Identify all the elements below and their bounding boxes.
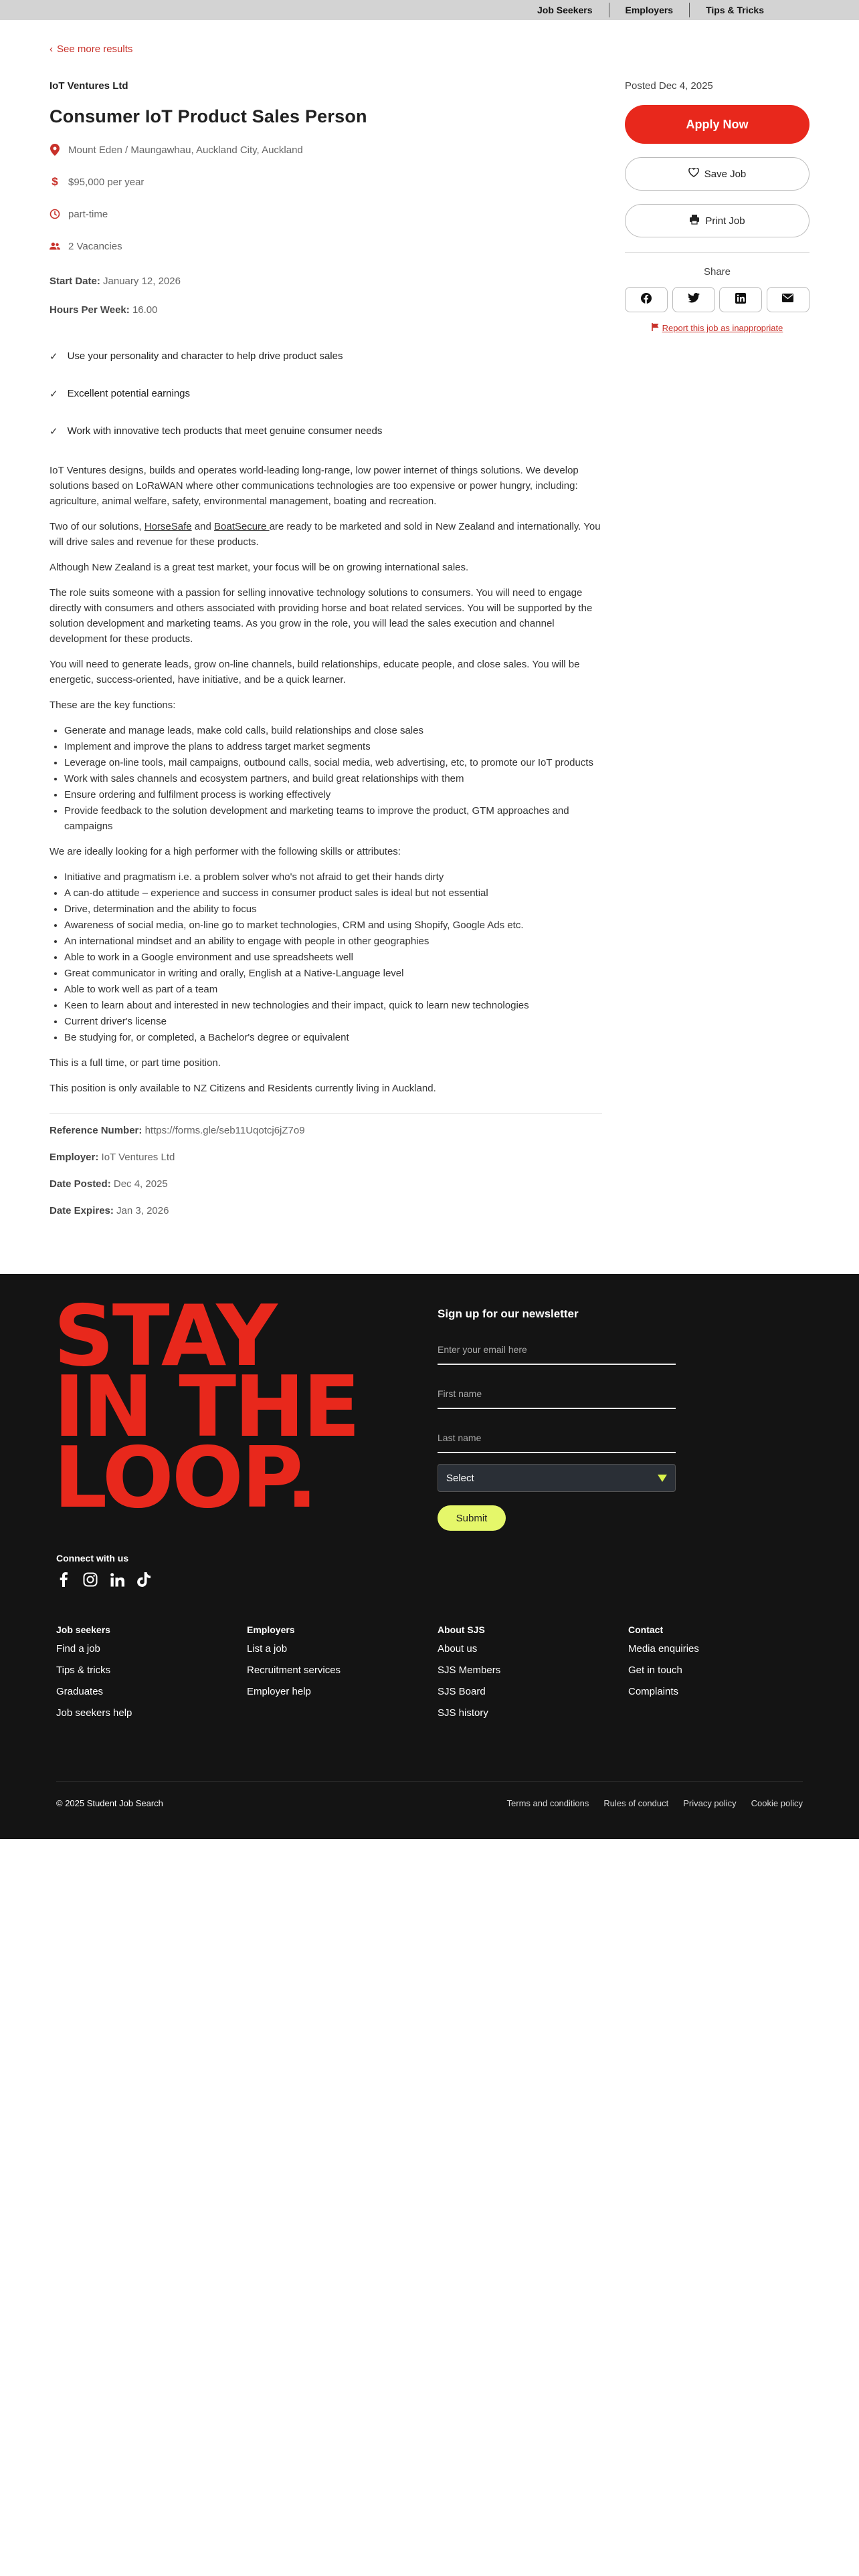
instagram-icon[interactable] xyxy=(83,1572,98,1587)
first-name-field[interactable] xyxy=(438,1380,676,1409)
reference-value: https://forms.gle/seb11Uqotcj6jZ7o9 xyxy=(145,1125,305,1136)
text-span: Two of our solutions, xyxy=(50,521,145,532)
footer-link[interactable]: Complaints xyxy=(628,1686,679,1697)
employer-value: IoT Ventures Ltd xyxy=(101,1152,175,1163)
text-span: are ready to be marketed and sold in New Zealand and internationally. You will drive sales and revenue for these products. xyxy=(50,521,601,548)
nav-job-seekers[interactable]: Job Seekers xyxy=(537,5,593,15)
job-highlights xyxy=(50,350,602,463)
top-bar xyxy=(0,0,859,20)
description-paragraph: These are the key functions: xyxy=(50,700,176,711)
flag-icon xyxy=(652,323,660,333)
highlight-text: Excellent potential earnings xyxy=(67,388,191,399)
social-links xyxy=(56,1572,151,1587)
nav-employers[interactable]: Employers xyxy=(625,5,674,15)
highlight-item xyxy=(50,350,602,388)
newsletter-form xyxy=(438,1307,676,1531)
footer-column-title: Contact xyxy=(628,1624,664,1635)
list-item: • Current driver's license xyxy=(64,1014,602,1029)
list-item: • Initiative and pragmatism i.e. a problem solver who's not afraid to get their hands dirty xyxy=(64,869,602,885)
highlight-text: Use your personality and character to help drive product sales xyxy=(67,350,343,362)
reference-label: Reference Number: xyxy=(50,1125,142,1136)
footer-link[interactable]: Recruitment services xyxy=(247,1665,341,1676)
list-item: • A can-do attitude – experience and success in consumer product sales is ideal but not essential xyxy=(64,885,602,901)
email-field[interactable] xyxy=(438,1335,676,1365)
footer-link[interactable]: Media enquiries xyxy=(628,1643,699,1654)
tiktok-icon[interactable] xyxy=(136,1572,151,1587)
share-buttons xyxy=(625,287,809,312)
description-paragraph: We are ideally looking for a high performer with the following skills or attributes: xyxy=(50,846,401,857)
list-item: • Implement and improve the plans to address target market segments xyxy=(64,739,602,754)
cookie-link[interactable]: Cookie policy xyxy=(751,1798,803,1808)
location-pin-icon xyxy=(50,144,60,155)
see-more-results-label: See more results xyxy=(57,43,133,55)
facebook-icon[interactable] xyxy=(56,1572,71,1587)
apply-now-button[interactable]: Apply Now xyxy=(625,105,809,144)
vacancies-text: 2 Vacancies xyxy=(68,240,122,252)
facebook-icon xyxy=(641,293,652,307)
email-placeholder: Enter your email here xyxy=(438,1344,527,1355)
heading-line: STAY xyxy=(54,1287,276,1385)
job-type xyxy=(50,205,602,223)
list-item: • Great communicator in writing and orally, English at a Native-Language level xyxy=(64,966,602,981)
job-reference-details xyxy=(50,1125,602,1232)
description-paragraph: The role suits someone with a passion for selling innovative technology solutions to consumers. You will need to engage directly with consumers and others associated with providing horse and boat related services. You will be supported by the solution development and marketing teams. As you grow in the role, you will lead the sales execution and channel development for these products. xyxy=(50,587,593,645)
hours-label: Hours Per Week: xyxy=(50,304,130,316)
footer-link[interactable]: List a job xyxy=(247,1643,288,1654)
footer-link[interactable]: SJS Board xyxy=(438,1686,486,1697)
description-paragraph: IoT Ventures designs, builds and operates world-leading long-range, low power internet of things solutions. We develop solutions based on LoRaWAN where other communications technologies are too expensive or power hungry, including: agriculture, animal welfare, safety, environmental management, boating and recreation. xyxy=(50,465,579,507)
date-posted xyxy=(50,1178,602,1205)
start-date-value: January 12, 2026 xyxy=(103,276,181,287)
date-posted-value: Dec 4, 2025 xyxy=(113,1178,168,1190)
footer-link[interactable]: Employer help xyxy=(247,1686,311,1697)
list-item: • Awareness of social media, on-line go to market technologies, CRM and using Shopify, Google Ads etc. xyxy=(64,918,602,933)
footer-divider xyxy=(56,1781,803,1782)
highlight-text: Work with innovative tech products that meet genuine consumer needs xyxy=(67,425,383,437)
pay-text: $95,000 per year xyxy=(68,176,145,188)
newsletter-title: Sign up for our newsletter xyxy=(438,1307,579,1320)
last-name-placeholder: Last name xyxy=(438,1432,482,1443)
check-icon: ✓ xyxy=(50,351,58,362)
save-job-button[interactable] xyxy=(625,157,809,191)
linkedin-icon xyxy=(735,293,746,307)
job-title: Consumer IoT Product Sales Person xyxy=(50,106,367,126)
linkedin-icon[interactable] xyxy=(110,1572,124,1587)
job-vacancies xyxy=(50,237,602,255)
footer-column-title: About SJS xyxy=(438,1624,485,1635)
see-more-results-link[interactable] xyxy=(50,43,132,55)
skills-list xyxy=(64,869,602,1045)
description-paragraph: Although New Zealand is a great test market, your focus will be on growing international sales. xyxy=(50,562,469,573)
check-icon: ✓ xyxy=(50,389,58,400)
save-job-label: Save Job xyxy=(704,168,747,180)
footer-column-employers xyxy=(247,1624,414,1707)
job-type-text: part-time xyxy=(68,208,108,220)
job-sidebar xyxy=(625,80,809,333)
job-page xyxy=(0,20,859,1274)
share-linkedin-button[interactable] xyxy=(719,287,762,312)
list-item: • Drive, determination and the ability to focus xyxy=(64,901,602,917)
location-text: Mount Eden / Maungawhau, Auckland City, Auckland xyxy=(68,144,303,156)
footer-column-title: Job seekers xyxy=(56,1624,110,1635)
top-nav xyxy=(521,0,780,20)
list-item: • Generate and manage leads, make cold calls, build relationships and close sales xyxy=(64,723,602,738)
check-icon: ✓ xyxy=(50,426,58,437)
connect-heading: Connect with us xyxy=(56,1553,129,1564)
footer-column-title: Employers xyxy=(247,1624,295,1635)
list-item: • Ensure ordering and fulfilment process is working effectively xyxy=(64,787,602,802)
date-expires-label: Date Expires: xyxy=(50,1205,114,1216)
twitter-icon xyxy=(688,293,700,306)
footer-link[interactable]: Get in touch xyxy=(628,1665,682,1676)
clock-icon xyxy=(50,209,60,219)
dropdown-arrow-icon xyxy=(658,1475,667,1482)
stay-in-the-loop-heading xyxy=(54,1287,401,1527)
privacy-link[interactable]: Privacy policy xyxy=(683,1798,737,1808)
footer-link[interactable]: Find a job xyxy=(56,1643,100,1654)
start-date xyxy=(50,276,602,287)
footer-column-job-seekers xyxy=(56,1624,223,1729)
select-value: Select xyxy=(446,1472,474,1484)
list-item: • Keen to learn about and interested in new technologies and their impact, quick to learn new technologies xyxy=(64,998,602,1013)
chevron-left-icon: ‹ xyxy=(50,43,53,55)
heart-icon xyxy=(688,168,699,180)
dollar-icon: $ xyxy=(52,175,58,188)
posted-date: Posted Dec 4, 2025 xyxy=(625,80,713,92)
footer-column-about xyxy=(438,1624,605,1729)
start-date-label: Start Date: xyxy=(50,276,100,287)
nav-tips-tricks[interactable]: Tips & Tricks xyxy=(706,5,764,15)
footer-link[interactable]: Tips & tricks xyxy=(56,1665,111,1676)
list-item: • Provide feedback to the solution development and marketing teams to improve the product, GTM approaches and campaigns xyxy=(64,803,602,834)
printer-icon xyxy=(689,214,700,227)
print-job-button[interactable] xyxy=(625,204,809,237)
category-select[interactable] xyxy=(438,1464,676,1492)
footer-link[interactable]: Job seekers help xyxy=(56,1707,132,1719)
hours-value: 16.00 xyxy=(132,304,158,316)
heading-line: LOOP. xyxy=(54,1428,316,1527)
rules-link[interactable]: Rules of conduct xyxy=(603,1798,669,1808)
print-job-label: Print Job xyxy=(705,215,745,227)
envelope-icon xyxy=(782,294,793,306)
text-span: and xyxy=(191,521,214,532)
employer xyxy=(50,1152,602,1178)
job-pay xyxy=(50,173,602,191)
description-paragraph: This is a full time, or part time position. xyxy=(50,1057,221,1069)
key-functions-list xyxy=(64,723,602,834)
footer-link[interactable]: SJS Members xyxy=(438,1665,501,1676)
employer-label: Employer: xyxy=(50,1152,99,1163)
section-divider xyxy=(50,1113,602,1114)
description-paragraph xyxy=(50,519,602,550)
list-item: • Be studying for, or completed, a Bachelor's degree or equivalent xyxy=(64,1030,602,1045)
list-item: • Able to work in a Google environment and use spreadsheets well xyxy=(64,950,602,965)
boatsecure-link[interactable]: BoatSecure xyxy=(214,521,270,532)
highlight-item xyxy=(50,425,602,463)
share-facebook-button[interactable] xyxy=(625,287,668,312)
description-paragraph: You will need to generate leads, grow on-line channels, build relationships, educate people, and close sales. You will be energetic, success-oriented, have initiative, and be a quick learner. xyxy=(50,659,580,685)
date-expires xyxy=(50,1205,602,1232)
legal-links xyxy=(507,1798,803,1808)
reference-number xyxy=(50,1125,602,1152)
company-name: IoT Ventures Ltd xyxy=(50,80,128,92)
description-paragraph: This position is only available to NZ Citizens and Residents currently living in Auckland. xyxy=(50,1083,436,1094)
job-main xyxy=(50,80,602,1232)
list-item: • An international mindset and an ability to engage with people in other geographies xyxy=(64,934,602,949)
hours-per-week xyxy=(50,304,602,316)
highlight-item xyxy=(50,388,602,425)
submit-button[interactable]: Submit xyxy=(438,1505,506,1531)
report-job-link[interactable] xyxy=(625,323,809,333)
horsesafe-link[interactable]: HorseSafe xyxy=(144,521,192,532)
heading-line: IN THE xyxy=(54,1358,359,1456)
footer-link[interactable]: SJS history xyxy=(438,1707,488,1719)
share-label: Share xyxy=(703,266,731,278)
terms-link[interactable]: Terms and conditions xyxy=(506,1798,589,1808)
footer-column-contact xyxy=(628,1624,795,1707)
footer-link[interactable]: About us xyxy=(438,1643,478,1654)
share-twitter-button[interactable] xyxy=(672,287,715,312)
report-label: Report this job as inappropriate xyxy=(662,323,783,333)
last-name-field[interactable] xyxy=(438,1424,676,1453)
share-divider xyxy=(625,252,809,253)
first-name-placeholder: First name xyxy=(438,1388,482,1399)
job-location xyxy=(50,140,602,159)
site-footer xyxy=(0,1274,859,1839)
date-expires-value: Jan 3, 2026 xyxy=(116,1205,169,1216)
job-description xyxy=(50,463,602,1096)
date-posted-label: Date Posted: xyxy=(50,1178,111,1190)
share-email-button[interactable] xyxy=(767,287,809,312)
list-item: • Leverage on-line tools, mail campaigns, outbound calls, social media, web advertising, etc, to promote our IoT products xyxy=(64,755,602,770)
list-item: • Able to work well as part of a team xyxy=(64,982,602,997)
copyright: © 2025 Student Job Search xyxy=(56,1798,163,1808)
footer-link[interactable]: Graduates xyxy=(56,1686,104,1697)
list-item: • Work with sales channels and ecosystem partners, and build great relationships with them xyxy=(64,771,602,786)
users-icon xyxy=(50,241,60,251)
